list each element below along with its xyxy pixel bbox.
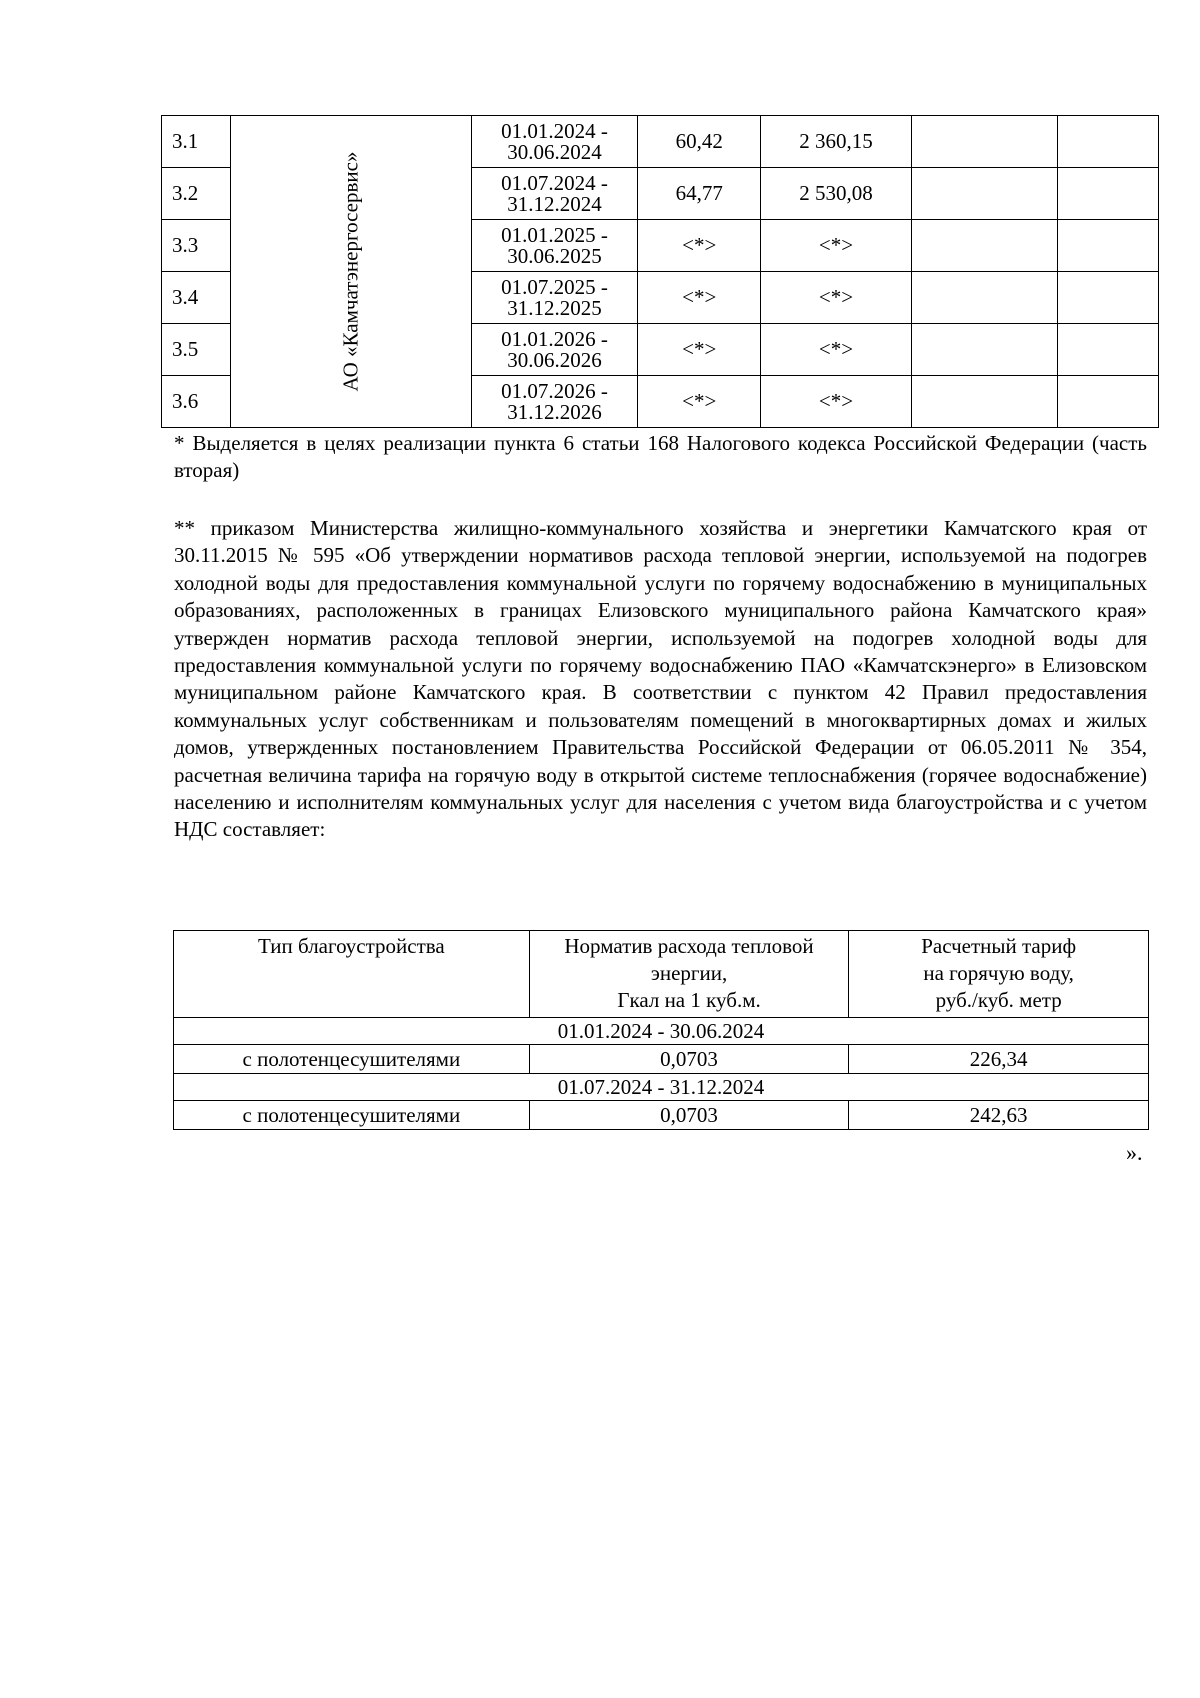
empty-cell (1057, 324, 1159, 376)
closing-quote: ». (1126, 1140, 1143, 1165)
empty-cell (911, 116, 1057, 168)
calculated-tariff-table (173, 930, 1149, 1130)
value-1: <*> (638, 324, 761, 376)
period-start: 01.01.2024 - (501, 118, 608, 143)
empty-cell (911, 168, 1057, 220)
norm-value: 0,0703 (529, 1045, 849, 1074)
improvement-type: с полотенцесушителями (174, 1101, 530, 1130)
period-cell (471, 324, 638, 376)
period-cell (471, 272, 638, 324)
empty-cell (1057, 220, 1159, 272)
period-end: 30.06.2024 (507, 139, 602, 164)
header-tariff-line: Расчетный тариф (921, 934, 1077, 958)
period-start: 01.07.2024 - (501, 170, 608, 195)
norm-value: 0,0703 (529, 1101, 849, 1130)
improvement-type: с полотенцесушителями (174, 1045, 530, 1074)
organization-cell (230, 116, 471, 428)
value-1: <*> (638, 376, 761, 428)
row-number: 3.1 (162, 116, 231, 168)
period-cell (471, 116, 638, 168)
header-improvement-type: Тип благоустройства (174, 931, 530, 1018)
period-end: 31.12.2026 (507, 399, 602, 424)
period-start: 01.01.2025 - (501, 222, 608, 247)
footnote-order: ** приказом Министерства жилищно-коммунального хозяйства и энергетики Камчатского края от 30.11.2015 № 595 «Об утверждении нормативов расхода тепловой энергии, используемой на подогрев холодной воды для предоставления коммунальной услуги по горячему водоснабжению в муниципальных образованиях, расположенных в границах Елизовского муниципального района Камчатского края» утвержден норматив расхода тепловой энергии, используемой на подогрев холодной воды для предоставления коммунальной услуги по горячему водоснабжению ПАО «Камчатскэнерго» в Елизовском муниципальном районе Камчатского края. В соответствии с пунктом 42 Правил предоставления коммунальных услуг собственникам и пользователям помещений в многоквартирных домах и жилых домов, утвержденных постановлением Правительства Российской Федерации от 06.05.2011 № 354, расчетная величина тарифа на горячую воду в открытой системе теплоснабжения (горячее водоснабжение) населению и исполнителям коммунальных услуг для населения с учетом вида благоустройства и с учетом НДС составляет: (174, 516, 1147, 842)
period-end: 30.06.2026 (507, 347, 602, 372)
header-norm (529, 931, 849, 1018)
row-number: 3.3 (162, 220, 231, 272)
table-row (162, 116, 1159, 168)
value-2: <*> (761, 376, 911, 428)
row-number: 3.2 (162, 168, 231, 220)
tariff-table (161, 115, 1159, 428)
empty-cell (1057, 116, 1159, 168)
header-norm-line: энергии, (650, 961, 728, 985)
tariff-value: 242,63 (849, 1101, 1149, 1130)
value-2: 2 360,15 (761, 116, 911, 168)
empty-cell (911, 272, 1057, 324)
period-row (174, 1074, 1149, 1101)
value-2: 2 530,08 (761, 168, 911, 220)
empty-cell (911, 376, 1057, 428)
header-norm-line: Гкал на 1 куб.м. (617, 988, 761, 1012)
header-norm-line: Норматив расхода тепловой (564, 934, 814, 958)
period-label: 01.07.2024 - 31.12.2024 (174, 1074, 1149, 1101)
table-row (174, 1101, 1149, 1130)
row-number: 3.4 (162, 272, 231, 324)
row-number: 3.5 (162, 324, 231, 376)
period-start: 01.07.2026 - (501, 378, 608, 403)
table-header-row (174, 931, 1149, 1018)
period-cell (471, 220, 638, 272)
value-2: <*> (761, 272, 911, 324)
empty-cell (911, 324, 1057, 376)
period-end: 31.12.2024 (507, 191, 602, 216)
row-number: 3.6 (162, 376, 231, 428)
value-1: 64,77 (638, 168, 761, 220)
period-cell (471, 376, 638, 428)
period-start: 01.01.2026 - (501, 326, 608, 351)
period-end: 30.06.2025 (507, 243, 602, 268)
value-2: <*> (761, 324, 911, 376)
tariff-value: 226,34 (849, 1045, 1149, 1074)
period-row (174, 1018, 1149, 1045)
period-label: 01.01.2024 - 30.06.2024 (174, 1018, 1149, 1045)
footnote-vat: * Выделяется в целях реализации пункта 6 статьи 168 Налогового кодекса Российской Федерации (часть вторая) (174, 431, 1147, 482)
header-tariff (849, 931, 1149, 1018)
value-1: 60,42 (638, 116, 761, 168)
period-end: 31.12.2025 (507, 295, 602, 320)
value-1: <*> (638, 220, 761, 272)
organization-name: АО «Камчатэнергосервис» (338, 151, 363, 392)
empty-cell (1057, 376, 1159, 428)
value-2: <*> (761, 220, 911, 272)
header-tariff-line: на горячую воду, (923, 961, 1074, 985)
period-start: 01.07.2025 - (501, 274, 608, 299)
period-cell (471, 168, 638, 220)
empty-cell (911, 220, 1057, 272)
empty-cell (1057, 272, 1159, 324)
value-1: <*> (638, 272, 761, 324)
table-row (174, 1045, 1149, 1074)
header-tariff-line: руб./куб. метр (935, 988, 1062, 1012)
empty-cell (1057, 168, 1159, 220)
